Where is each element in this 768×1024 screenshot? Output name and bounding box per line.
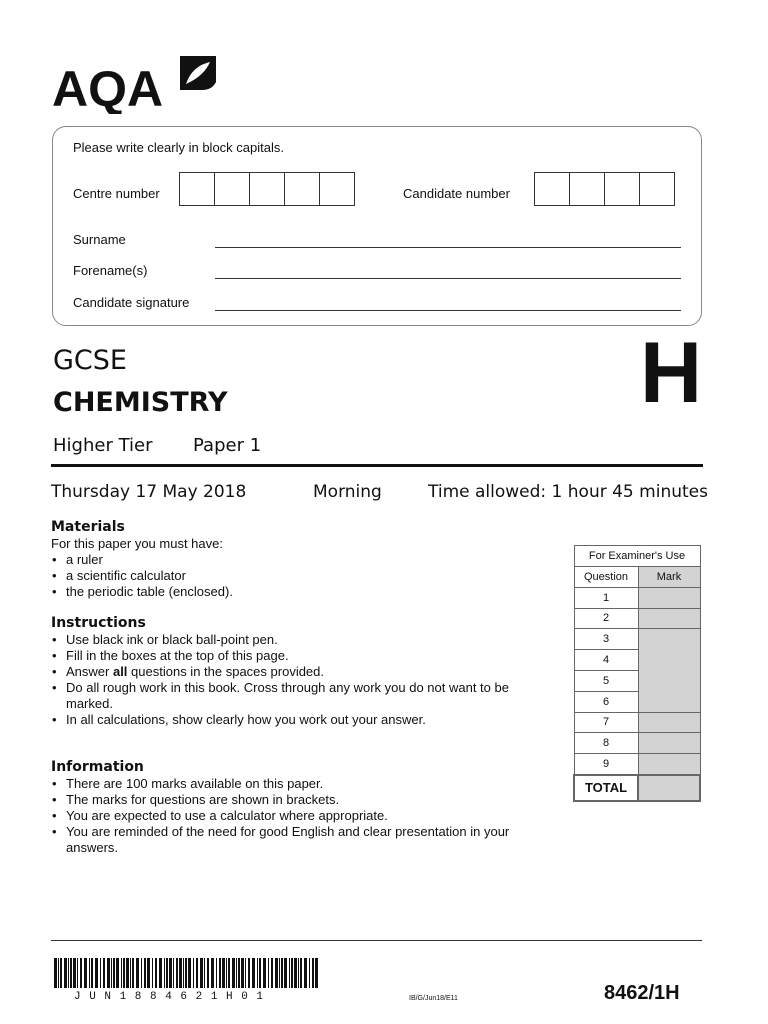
centre-number-label: Centre number — [73, 186, 160, 201]
candidate-number-box[interactable] — [534, 172, 570, 206]
signature-label: Candidate signature — [73, 295, 190, 310]
list-item: • a ruler — [51, 552, 511, 568]
question-number: 7 — [574, 712, 638, 733]
tier-label: Higher Tier — [53, 435, 153, 456]
answer-suffix: questions in the spaces provided. — [127, 664, 325, 679]
barcode-icon — [54, 958, 318, 992]
signature-field[interactable] — [215, 310, 681, 311]
exam-session: Morning — [313, 482, 382, 502]
question-number: 4 — [574, 650, 638, 671]
surname-label: Surname — [73, 232, 126, 247]
candidate-number-box[interactable] — [569, 172, 605, 206]
list-item: • You are reminded of the need for good English and clear presentation in your answers. — [51, 824, 521, 856]
centre-number-boxes[interactable] — [180, 172, 355, 206]
barcode-text: J U N 1 8 8 4 6 2 1 H 0 1 — [74, 991, 265, 1003]
centre-number-box[interactable] — [179, 172, 215, 206]
aqa-logo — [52, 54, 222, 114]
mark-cell — [638, 608, 700, 629]
question-column-header: Question — [574, 567, 638, 588]
mark-cell — [638, 733, 700, 754]
list-item: • There are 100 marks available on this paper. — [51, 776, 521, 792]
centre-number-box[interactable] — [319, 172, 355, 206]
list-item: • Fill in the boxes at the top of this page. — [51, 648, 526, 664]
footer-divider — [51, 940, 702, 941]
tier-letter: H — [640, 325, 703, 421]
examiner-table-title: For Examiner's Use — [574, 546, 700, 567]
candidate-number-box[interactable] — [604, 172, 640, 206]
surname-field[interactable] — [215, 247, 681, 248]
information-list — [51, 776, 521, 856]
materials-list — [51, 552, 511, 600]
question-number: 1 — [574, 587, 638, 608]
aqa-logo-text: AQA — [52, 61, 164, 114]
forename-label: Forename(s) — [73, 263, 148, 278]
candidate-number-label: Candidate number — [403, 186, 510, 201]
leaf-icon — [180, 56, 216, 90]
list-item: • Use black ink or black ball-point pen. — [51, 632, 526, 648]
list-item: • In all calculations, show clearly how you work out your answer. — [51, 712, 526, 728]
question-number: 8 — [574, 733, 638, 754]
candidate-number-box[interactable] — [639, 172, 675, 206]
mark-column-header: Mark — [638, 567, 700, 588]
title-divider — [51, 464, 703, 467]
list-item: • the periodic table (enclosed). — [51, 584, 511, 600]
mark-cell — [638, 712, 700, 733]
total-label: TOTAL — [574, 775, 638, 801]
materials-intro: For this paper you must have: — [51, 536, 223, 551]
materials-title: Materials — [51, 519, 125, 535]
question-number: 6 — [574, 691, 638, 712]
time-allowed: Time allowed: 1 hour 45 minutes — [428, 482, 708, 502]
total-cell — [638, 775, 700, 801]
block-capitals-instruction: Please write clearly in block capitals. — [73, 140, 284, 155]
candidate-number-boxes[interactable] — [535, 172, 675, 206]
list-item — [51, 664, 526, 680]
mark-cell — [638, 629, 700, 712]
instructions-title: Instructions — [51, 615, 146, 631]
examiner-use-table — [573, 545, 701, 802]
qualification-level: GCSE — [53, 345, 127, 376]
forename-field[interactable] — [215, 278, 681, 279]
mark-cell — [638, 587, 700, 608]
exam-date: Thursday 17 May 2018 — [51, 482, 247, 502]
answer-prefix: Answer — [66, 664, 113, 679]
instructions-list — [51, 632, 526, 728]
centre-number-box[interactable] — [214, 172, 250, 206]
mark-cell — [638, 754, 700, 775]
centre-number-box[interactable] — [249, 172, 285, 206]
centre-number-box[interactable] — [284, 172, 320, 206]
question-number: 9 — [574, 754, 638, 775]
list-item: • You are expected to use a calculator where appropriate. — [51, 808, 521, 824]
emphasis-all: all — [112, 664, 128, 679]
job-code: IB/G/Jun18/E11 — [409, 995, 458, 1002]
paper-number: Paper 1 — [193, 435, 262, 456]
list-item: • The marks for questions are shown in brackets. — [51, 792, 521, 808]
question-number: 3 — [574, 629, 638, 650]
subject-title: CHEMISTRY — [53, 387, 228, 418]
question-number: 5 — [574, 670, 638, 691]
list-item: • Do all rough work in this book. Cross through any work you do not want to be marked. — [51, 680, 526, 712]
paper-code: 8462/1H — [604, 982, 680, 1004]
information-title: Information — [51, 759, 144, 775]
question-number: 2 — [574, 608, 638, 629]
list-item: • a scientific calculator — [51, 568, 511, 584]
